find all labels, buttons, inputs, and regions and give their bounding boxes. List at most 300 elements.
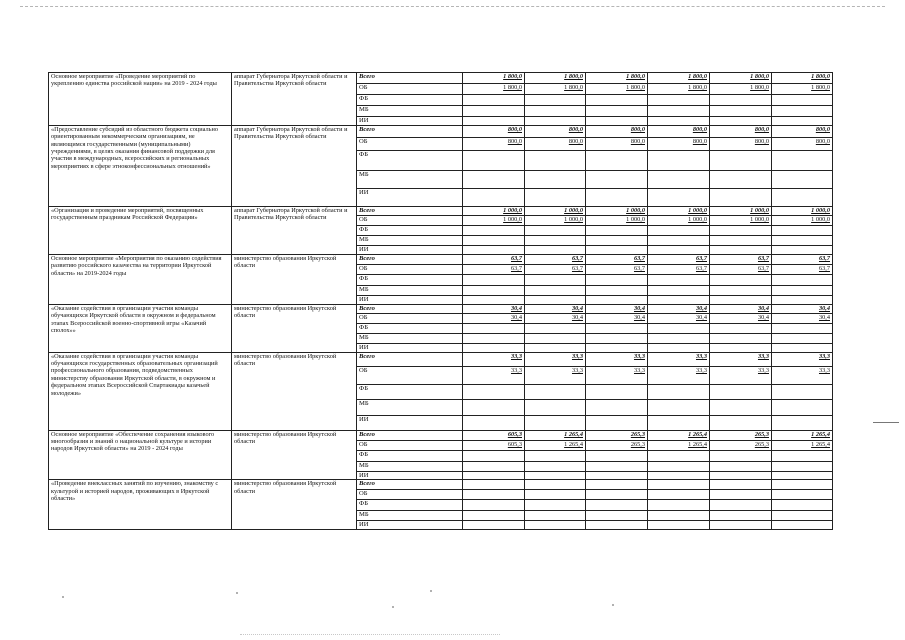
amount-cell bbox=[648, 170, 710, 188]
amount-value: 30,4 bbox=[695, 313, 707, 321]
amount-cell bbox=[710, 150, 772, 170]
amount-cell bbox=[463, 254, 525, 264]
amount-cell bbox=[525, 274, 586, 285]
amount-cell bbox=[772, 430, 833, 440]
amount-cell bbox=[463, 295, 525, 304]
funding-source: ИИ bbox=[357, 521, 463, 530]
funding-source: ФБ bbox=[357, 500, 463, 511]
amount-cell bbox=[772, 343, 833, 352]
footer-faint-line bbox=[240, 634, 500, 635]
funding-source: ИИ bbox=[357, 471, 463, 480]
amount-cell bbox=[710, 95, 772, 106]
funding-source: Всего bbox=[357, 254, 463, 264]
amount-value: 1 800,0 bbox=[564, 73, 583, 80]
executor-name: министерство образования Иркутской области bbox=[232, 352, 357, 430]
amount-value: 800,0 bbox=[815, 125, 830, 133]
amount-value: 1 000,0 bbox=[626, 206, 645, 214]
amount-value: 30,4 bbox=[818, 304, 830, 312]
funding-source: Всего bbox=[357, 73, 463, 84]
executor-name: аппарат Губернатора Иркутской области и Правительства Иркутской области bbox=[232, 73, 357, 126]
amount-value: 1 265,4 bbox=[564, 440, 583, 448]
amount-cell bbox=[586, 399, 648, 415]
amount-value: 30,4 bbox=[633, 304, 645, 312]
amount-cell bbox=[710, 304, 772, 313]
amount-value: 1 800,0 bbox=[626, 73, 645, 80]
amount-cell bbox=[648, 254, 710, 264]
amount-value: 1 265,4 bbox=[688, 430, 707, 438]
amount-cell bbox=[586, 117, 648, 126]
executor-name: министерство образования Иркутской области bbox=[232, 480, 357, 530]
amount-cell bbox=[463, 323, 525, 333]
amount-cell bbox=[525, 188, 586, 206]
table-row bbox=[49, 73, 833, 84]
amount-cell bbox=[710, 323, 772, 333]
amount-value: 265,3 bbox=[754, 440, 769, 448]
amount-value: 1 000,0 bbox=[564, 206, 583, 214]
funding-source: ОБ bbox=[357, 366, 463, 384]
funding-source: ОБ bbox=[357, 264, 463, 274]
amount-cell bbox=[525, 490, 586, 500]
amount-cell bbox=[586, 366, 648, 384]
amount-cell bbox=[525, 480, 586, 490]
amount-cell bbox=[772, 333, 833, 343]
amount-cell bbox=[772, 235, 833, 245]
funding-source: МБ bbox=[357, 285, 463, 295]
amount-cell bbox=[648, 384, 710, 399]
table-row bbox=[49, 480, 833, 490]
amount-cell bbox=[586, 245, 648, 254]
amount-cell bbox=[525, 137, 586, 150]
amount-cell bbox=[525, 206, 586, 215]
amount-cell bbox=[772, 137, 833, 150]
amount-cell bbox=[463, 170, 525, 188]
amount-cell bbox=[586, 450, 648, 461]
amount-cell bbox=[463, 521, 525, 530]
amount-cell bbox=[648, 137, 710, 150]
amount-cell bbox=[525, 254, 586, 264]
amount-cell bbox=[772, 254, 833, 264]
amount-value: 63,7 bbox=[571, 254, 583, 262]
amount-cell bbox=[586, 461, 648, 471]
amount-cell bbox=[772, 188, 833, 206]
amount-cell bbox=[586, 304, 648, 313]
scan-dot bbox=[62, 596, 64, 598]
amount-cell bbox=[710, 225, 772, 235]
amount-cell bbox=[525, 295, 586, 304]
funding-source: ИИ bbox=[357, 415, 463, 430]
funding-source: ИИ bbox=[357, 245, 463, 254]
amount-cell bbox=[525, 73, 586, 84]
amount-cell bbox=[648, 73, 710, 84]
amount-cell bbox=[772, 206, 833, 215]
amount-value: 63,7 bbox=[695, 254, 707, 262]
amount-cell bbox=[525, 125, 586, 137]
amount-cell bbox=[586, 415, 648, 430]
amount-value: 63,7 bbox=[510, 254, 522, 262]
amount-cell bbox=[710, 352, 772, 366]
amount-cell bbox=[648, 471, 710, 480]
amount-cell bbox=[710, 254, 772, 264]
amount-cell bbox=[648, 150, 710, 170]
amount-cell bbox=[772, 366, 833, 384]
funding-source: ИИ bbox=[357, 188, 463, 206]
amount-cell bbox=[710, 343, 772, 352]
amount-value: 1 000,0 bbox=[503, 215, 522, 223]
amount-value: 1 000,0 bbox=[564, 215, 583, 223]
amount-cell bbox=[463, 125, 525, 137]
amount-cell bbox=[463, 117, 525, 126]
amount-cell bbox=[525, 245, 586, 254]
amount-cell bbox=[463, 366, 525, 384]
amount-value: 1 800,0 bbox=[688, 84, 707, 91]
scan-dot bbox=[612, 604, 614, 606]
amount-cell bbox=[586, 206, 648, 215]
amount-cell bbox=[772, 500, 833, 511]
amount-cell bbox=[586, 313, 648, 323]
amount-cell bbox=[648, 295, 710, 304]
amount-cell bbox=[648, 333, 710, 343]
amount-cell bbox=[710, 137, 772, 150]
amount-cell bbox=[586, 170, 648, 188]
amount-cell bbox=[463, 150, 525, 170]
budget-table bbox=[48, 72, 833, 530]
amount-cell bbox=[525, 415, 586, 430]
amount-cell bbox=[648, 430, 710, 440]
amount-cell bbox=[710, 264, 772, 274]
amount-cell bbox=[463, 225, 525, 235]
amount-value: 800,0 bbox=[507, 137, 522, 145]
amount-cell bbox=[463, 450, 525, 461]
measure-name: Основное мероприятие «Мероприятия по оказанию содействия развитию российского казачества на территории Иркутской области» на 2019-2024 годы bbox=[49, 254, 232, 304]
amount-cell bbox=[586, 343, 648, 352]
amount-value: 1 000,0 bbox=[750, 215, 769, 223]
amount-cell bbox=[525, 440, 586, 450]
amount-cell bbox=[772, 125, 833, 137]
amount-cell bbox=[648, 206, 710, 215]
amount-cell bbox=[463, 264, 525, 274]
amount-value: 1 000,0 bbox=[688, 206, 707, 214]
amount-cell bbox=[710, 73, 772, 84]
amount-cell bbox=[772, 304, 833, 313]
amount-cell bbox=[525, 471, 586, 480]
amount-value: 33,3 bbox=[571, 352, 583, 360]
amount-cell bbox=[586, 521, 648, 530]
measure-name: «Проведение внеклассных занятий по изучению, знакомству с культурой и историей народов, проживающих в Иркутской области» bbox=[49, 480, 232, 530]
amount-cell bbox=[648, 480, 710, 490]
amount-cell bbox=[525, 450, 586, 461]
amount-cell bbox=[710, 521, 772, 530]
amount-cell bbox=[525, 461, 586, 471]
amount-value: 1 000,0 bbox=[688, 215, 707, 223]
amount-cell bbox=[648, 323, 710, 333]
amount-cell bbox=[772, 295, 833, 304]
amount-value: 800,0 bbox=[754, 137, 769, 145]
amount-cell bbox=[648, 106, 710, 117]
amount-value: 63,7 bbox=[571, 264, 583, 272]
amount-value: 800,0 bbox=[630, 137, 645, 145]
amount-cell bbox=[710, 188, 772, 206]
amount-cell bbox=[586, 511, 648, 521]
amount-cell bbox=[710, 399, 772, 415]
amount-cell bbox=[586, 295, 648, 304]
measure-name: Основное мероприятие «Проведение мероприятий по укреплению единства российской нации» на 2019 - 2024 годы bbox=[49, 73, 232, 126]
amount-cell bbox=[463, 95, 525, 106]
funding-source: ОБ bbox=[357, 440, 463, 450]
amount-cell bbox=[586, 215, 648, 225]
amount-value: 1 000,0 bbox=[811, 206, 830, 214]
amount-cell bbox=[463, 490, 525, 500]
amount-value: 800,0 bbox=[692, 125, 707, 133]
amount-value: 63,7 bbox=[633, 264, 645, 272]
amount-cell bbox=[463, 73, 525, 84]
amount-cell bbox=[463, 285, 525, 295]
amount-cell bbox=[710, 215, 772, 225]
amount-value: 30,4 bbox=[571, 313, 583, 321]
amount-cell bbox=[772, 106, 833, 117]
amount-cell bbox=[525, 521, 586, 530]
amount-cell bbox=[586, 137, 648, 150]
amount-value: 800,0 bbox=[568, 137, 583, 145]
amount-cell bbox=[772, 285, 833, 295]
amount-cell bbox=[463, 415, 525, 430]
amount-cell bbox=[772, 399, 833, 415]
amount-value: 1 800,0 bbox=[626, 84, 645, 91]
amount-value: 33,3 bbox=[695, 366, 707, 374]
amount-cell bbox=[525, 304, 586, 313]
amount-cell bbox=[586, 235, 648, 245]
amount-value: 30,4 bbox=[510, 313, 522, 321]
amount-value: 1 800,0 bbox=[750, 84, 769, 91]
amount-cell bbox=[648, 285, 710, 295]
amount-value: 63,7 bbox=[757, 264, 769, 272]
amount-cell bbox=[648, 500, 710, 511]
amount-cell bbox=[586, 254, 648, 264]
amount-cell bbox=[525, 106, 586, 117]
amount-value: 30,4 bbox=[757, 313, 769, 321]
amount-cell bbox=[586, 125, 648, 137]
amount-cell bbox=[525, 511, 586, 521]
executor-name: аппарат Губернатора Иркутской области и Правительства Иркутской области bbox=[232, 125, 357, 206]
measure-name: Основное мероприятие «Обеспечение сохранения языкового многообразия и знаний о национальной культуре и истории народов Иркутской области» на 2019 - 2024 годы bbox=[49, 430, 232, 480]
amount-cell bbox=[463, 313, 525, 323]
funding-source: ФБ bbox=[357, 95, 463, 106]
amount-cell bbox=[772, 384, 833, 399]
amount-cell bbox=[772, 117, 833, 126]
scan-dot bbox=[236, 592, 238, 594]
measure-name: «Оказание содействия в организации участия команды обучающихся государственных образовательных организаций профессионального образования, подведомственных министерству образования Иркутской области, в окружном и федеральном этапах Всероссийской Спартакиады казачьей молодежи» bbox=[49, 352, 232, 430]
amount-cell bbox=[586, 73, 648, 84]
amount-cell bbox=[710, 511, 772, 521]
funding-source: ФБ bbox=[357, 323, 463, 333]
amount-value: 605,3 bbox=[507, 440, 522, 448]
executor-name: аппарат Губернатора Иркутской области и Правительства Иркутской области bbox=[232, 206, 357, 254]
amount-cell bbox=[772, 245, 833, 254]
amount-cell bbox=[586, 84, 648, 95]
amount-value: 33,3 bbox=[757, 352, 769, 360]
amount-value: 800,0 bbox=[815, 137, 830, 145]
amount-cell bbox=[648, 511, 710, 521]
amount-value: 1 265,4 bbox=[811, 430, 830, 438]
amount-value: 63,7 bbox=[510, 264, 522, 272]
amount-cell bbox=[710, 245, 772, 254]
funding-source: МБ bbox=[357, 170, 463, 188]
table-row bbox=[49, 206, 833, 215]
amount-cell bbox=[772, 73, 833, 84]
amount-value: 63,7 bbox=[633, 254, 645, 262]
amount-cell bbox=[463, 384, 525, 399]
amount-cell bbox=[525, 264, 586, 274]
amount-cell bbox=[772, 511, 833, 521]
amount-cell bbox=[586, 285, 648, 295]
amount-cell bbox=[525, 215, 586, 225]
funding-source: ОБ bbox=[357, 490, 463, 500]
funding-source: ИИ bbox=[357, 295, 463, 304]
amount-cell bbox=[710, 333, 772, 343]
amount-cell bbox=[648, 264, 710, 274]
amount-cell bbox=[710, 384, 772, 399]
amount-value: 33,3 bbox=[818, 352, 830, 360]
amount-cell bbox=[586, 480, 648, 490]
amount-cell bbox=[463, 343, 525, 352]
amount-value: 605,3 bbox=[507, 430, 522, 438]
amount-cell bbox=[772, 215, 833, 225]
amount-cell bbox=[648, 521, 710, 530]
amount-cell bbox=[586, 384, 648, 399]
funding-source: МБ bbox=[357, 106, 463, 117]
amount-value: 33,3 bbox=[510, 366, 522, 374]
amount-value: 33,3 bbox=[695, 352, 707, 360]
amount-cell bbox=[710, 461, 772, 471]
executor-name: министерство образования Иркутской области bbox=[232, 254, 357, 304]
amount-value: 265,3 bbox=[754, 430, 769, 438]
amount-cell bbox=[648, 440, 710, 450]
amount-cell bbox=[586, 352, 648, 366]
funding-source: ФБ bbox=[357, 225, 463, 235]
amount-value: 1 800,0 bbox=[503, 73, 522, 80]
amount-cell bbox=[648, 125, 710, 137]
amount-cell bbox=[525, 352, 586, 366]
amount-cell bbox=[525, 95, 586, 106]
table-row bbox=[49, 125, 833, 137]
amount-cell bbox=[648, 215, 710, 225]
amount-cell bbox=[525, 235, 586, 245]
amount-cell bbox=[772, 150, 833, 170]
funding-source: ИИ bbox=[357, 117, 463, 126]
amount-cell bbox=[710, 117, 772, 126]
amount-value: 1 265,4 bbox=[688, 440, 707, 448]
amount-value: 1 000,0 bbox=[626, 215, 645, 223]
amount-cell bbox=[710, 490, 772, 500]
funding-source: ФБ bbox=[357, 150, 463, 170]
amount-cell bbox=[772, 264, 833, 274]
amount-cell bbox=[648, 490, 710, 500]
funding-source: Всего bbox=[357, 125, 463, 137]
amount-cell bbox=[463, 333, 525, 343]
amount-cell bbox=[772, 323, 833, 333]
amount-cell bbox=[463, 206, 525, 215]
amount-cell bbox=[586, 333, 648, 343]
amount-cell bbox=[648, 304, 710, 313]
amount-cell bbox=[648, 415, 710, 430]
amount-cell bbox=[648, 245, 710, 254]
amount-cell bbox=[586, 500, 648, 511]
amount-cell bbox=[648, 366, 710, 384]
amount-cell bbox=[525, 399, 586, 415]
amount-cell bbox=[772, 480, 833, 490]
funding-source: Всего bbox=[357, 206, 463, 215]
amount-cell bbox=[463, 84, 525, 95]
amount-value: 1 800,0 bbox=[688, 73, 707, 80]
amount-cell bbox=[586, 323, 648, 333]
amount-cell bbox=[586, 188, 648, 206]
amount-value: 265,3 bbox=[630, 440, 645, 448]
amount-value: 1 265,4 bbox=[564, 430, 583, 438]
amount-cell bbox=[525, 84, 586, 95]
amount-cell bbox=[586, 430, 648, 440]
amount-cell bbox=[772, 313, 833, 323]
amount-cell bbox=[772, 461, 833, 471]
amount-cell bbox=[525, 384, 586, 399]
amount-cell bbox=[710, 440, 772, 450]
amount-cell bbox=[463, 215, 525, 225]
amount-value: 800,0 bbox=[754, 125, 769, 133]
amount-cell bbox=[525, 170, 586, 188]
amount-cell bbox=[648, 399, 710, 415]
amount-cell bbox=[710, 84, 772, 95]
amount-cell bbox=[463, 511, 525, 521]
amount-cell bbox=[710, 500, 772, 511]
funding-source: МБ bbox=[357, 235, 463, 245]
funding-source: ИИ bbox=[357, 343, 463, 352]
amount-value: 265,3 bbox=[630, 430, 645, 438]
amount-cell bbox=[463, 274, 525, 285]
amount-cell bbox=[586, 490, 648, 500]
scan-dot bbox=[430, 590, 432, 592]
amount-value: 30,4 bbox=[757, 304, 769, 312]
amount-value: 1 800,0 bbox=[811, 84, 830, 91]
amount-cell bbox=[586, 106, 648, 117]
amount-value: 63,7 bbox=[757, 254, 769, 262]
amount-value: 33,3 bbox=[633, 366, 645, 374]
amount-value: 800,0 bbox=[507, 125, 522, 133]
funding-source: Всего bbox=[357, 480, 463, 490]
scan-dot bbox=[392, 606, 394, 608]
amount-cell bbox=[772, 490, 833, 500]
amount-value: 1 800,0 bbox=[750, 73, 769, 80]
funding-source: ФБ bbox=[357, 274, 463, 285]
executor-name: министерство образования Иркутской области bbox=[232, 304, 357, 352]
amount-value: 33,3 bbox=[510, 352, 522, 360]
amount-cell bbox=[772, 84, 833, 95]
amount-cell bbox=[586, 274, 648, 285]
amount-cell bbox=[463, 430, 525, 440]
amount-cell bbox=[710, 366, 772, 384]
amount-value: 30,4 bbox=[633, 313, 645, 321]
amount-cell bbox=[586, 440, 648, 450]
measure-name: «Организация и проведение мероприятий, посвященных государственным праздникам Российской Федерации» bbox=[49, 206, 232, 254]
amount-cell bbox=[586, 95, 648, 106]
amount-cell bbox=[525, 366, 586, 384]
amount-cell bbox=[772, 450, 833, 461]
funding-source: МБ bbox=[357, 399, 463, 415]
amount-cell bbox=[772, 170, 833, 188]
amount-cell bbox=[463, 106, 525, 117]
amount-cell bbox=[710, 313, 772, 323]
amount-cell bbox=[586, 471, 648, 480]
amount-cell bbox=[648, 188, 710, 206]
amount-cell bbox=[710, 206, 772, 215]
amount-cell bbox=[772, 274, 833, 285]
